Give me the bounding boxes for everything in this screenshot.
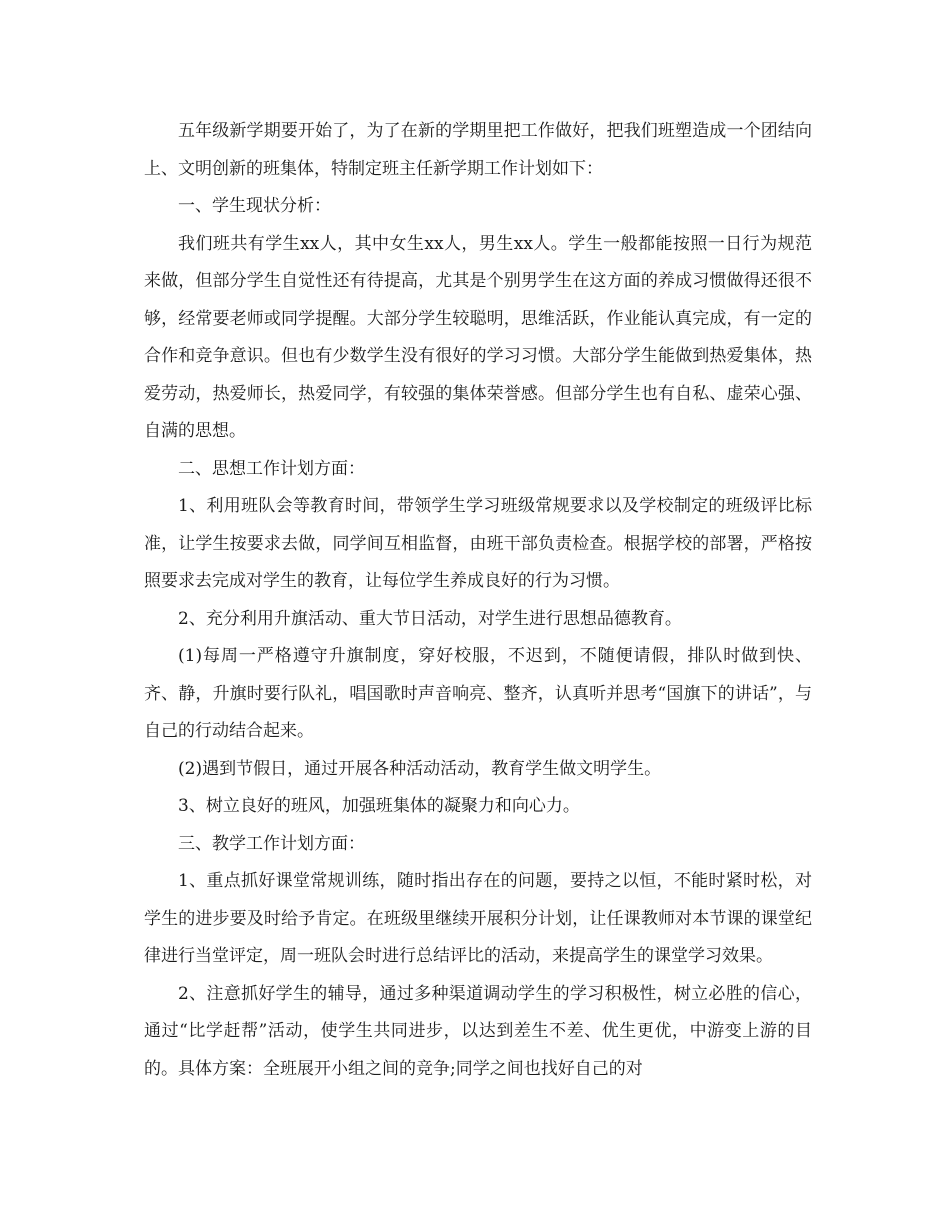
intro-paragraph: 五年级新学期要开始了，为了在新的学期里把工作做好，把我们班塑造成一个团结向上、文明创新的班集体，特制定班主任新学期工作计划如下：	[144, 121, 812, 179]
ideology-item-3: 3、树立良好的班风，加强班集体的凝聚力和向心力。	[178, 796, 580, 816]
teaching-item-2: 2、注意抓好学生的辅导，通过多种渠道调动学生的学习积极性，树立必胜的信心，通过“比学赶帮”活动，使学生共同进步，以达到差生不差、优生更优，中游变上游的目的。具体方案：全班展开小组之间的竞争;同学之间也找好自己的对	[144, 983, 812, 1079]
teaching-item-1: 1、重点抓好课堂常规训练，随时指出存在的问题，要持之以恒，不能时紧时松，对学生的进步要及时给予肯定。在班级里继续开展积分计划，让任课教师对本节课的课堂纪律进行当堂评定，周一班队会时进行总结评比的活动，来提高学生的课堂学习效果。	[144, 871, 812, 966]
ideology-subitem-1: (1)每周一严格遵守升旗制度，穿好校服，不迟到，不随便请假，排队时做到快、齐、静，升旗时要行队礼，唱国歌时声音响亮、整齐，认真听并思考“国旗下的讲话”，与自己的行动结合起来。	[144, 646, 812, 741]
section-heading-teaching-plan: 三、教学工作计划方面：	[178, 833, 365, 854]
ideology-item-2: 2、充分利用升旗活动、重大节日活动，对学生进行思想品德教育。	[178, 608, 682, 629]
document-body	[144, 113, 812, 1088]
ideology-item-1: 1、利用班队会等教育时间，带领学生学习班级常规要求以及学校制定的班级评比标准，让学生按要求去做，同学间互相监督，由班干部负责检查。根据学校的部署，严格按照要求去完成对学生的教育，让每位学生养成良好的行为习惯。	[144, 496, 812, 591]
section-heading-ideology-plan: 二、思想工作计划方面：	[178, 458, 365, 479]
section-heading-student-analysis: 一、学生现状分析：	[178, 196, 331, 216]
ideology-subitem-2: (2)遇到节假日，通过开展各种活动活动，教育学生做文明学生。	[178, 758, 662, 779]
student-analysis-paragraph: 我们班共有学生xx人，其中女生xx人，男生xx人。学生一般都能按照一日行为规范来做，但部分学生自觉性还有待提高，尤其是个别男学生在这方面的养成习惯做得还很不够，经常要老师或同学提醒。大部分学生较聪明，思维活跃，作业能认真完成，有一定的合作和竞争意识。但也有少数学生没有很好的学习习惯。大部分学生能做到热爱集体，热爱劳动，热爱师长，热爱同学，有较强的集体荣誉感。但部分学生也有自私、虚荣心强、自满的思想。	[144, 233, 812, 441]
